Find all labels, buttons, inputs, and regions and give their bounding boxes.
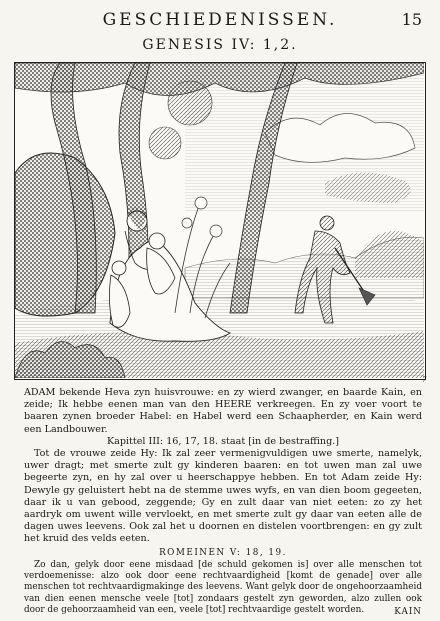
plate-mark: 7 [422, 376, 427, 384]
genesis-paragraph: ADAM bekende Heva zyn huisvrouwe: en zy wierd zwanger, en baarde Kain, en zeide; Ik hebbe eenen man van den HEERE verkreegen. En zy voer voort te baaren zynen broeder Habel: en Habel werd een Schaapherder, en Kain werd een Landbouwer. [24, 387, 422, 435]
romans-reference: ROMEINEN V: 18, 19. [159, 547, 287, 558]
catchword: KAIN [394, 607, 422, 617]
engraving-illustration [14, 62, 426, 380]
running-title: GESCHIEDENISSEN. [102, 10, 338, 30]
genesis-curse-paragraph: Tot de vrouwe zeide Hy: Ik zal zeer vermenigvuldigen uwe smerte, namelyk, uwer dragt; met smerte zult gy kinderen baaren: en tot uwen man zal uwe begeerte zyn, en hy zal over u heerschappye hebben. En tot Adam zeide Hy: Dewyle gy geluistert hebt na de stemme uwes wyfs, en van dien boom gegeeten, daar ik u van gebood, zeggende; Gy en zult daar van niet eeten: zo zy het aardryk om uwent wille vervloekt, en met smerte zult gy daar van eeten alle de dagen uwes leevens. Ook zal het u doornen en distelen voortbrengen: en gy zult het kruid des velds eeten. [24, 448, 422, 545]
engraving-drawing [15, 63, 424, 378]
scripture-text [24, 387, 422, 616]
page-number: 15 [401, 10, 422, 29]
romans-paragraph: Zo dan, gelyk door eene misdaad [de schuld gekomen is] over alle menschen tot verdoemenisse: alzo ook door eene rechtvaardigheid [komt de genade] over alle menschen tot rechtvaardigmakinge des leevens. Want gelyk door de ongehoorzaamheid van dien eenen mensche veele [tot] zondaars gestelt zyn geworden, alzo zullen ook door de gehoorzaamheid van een, veele [tot] rechtvaardige gestelt worden. [24, 559, 422, 616]
genesis-cross-reference: Kapittel III: 16, 17, 18. staat [in de bestraffing.] [106, 435, 340, 447]
chapter-reference: GENESIS IV: 1,2. [142, 37, 298, 53]
